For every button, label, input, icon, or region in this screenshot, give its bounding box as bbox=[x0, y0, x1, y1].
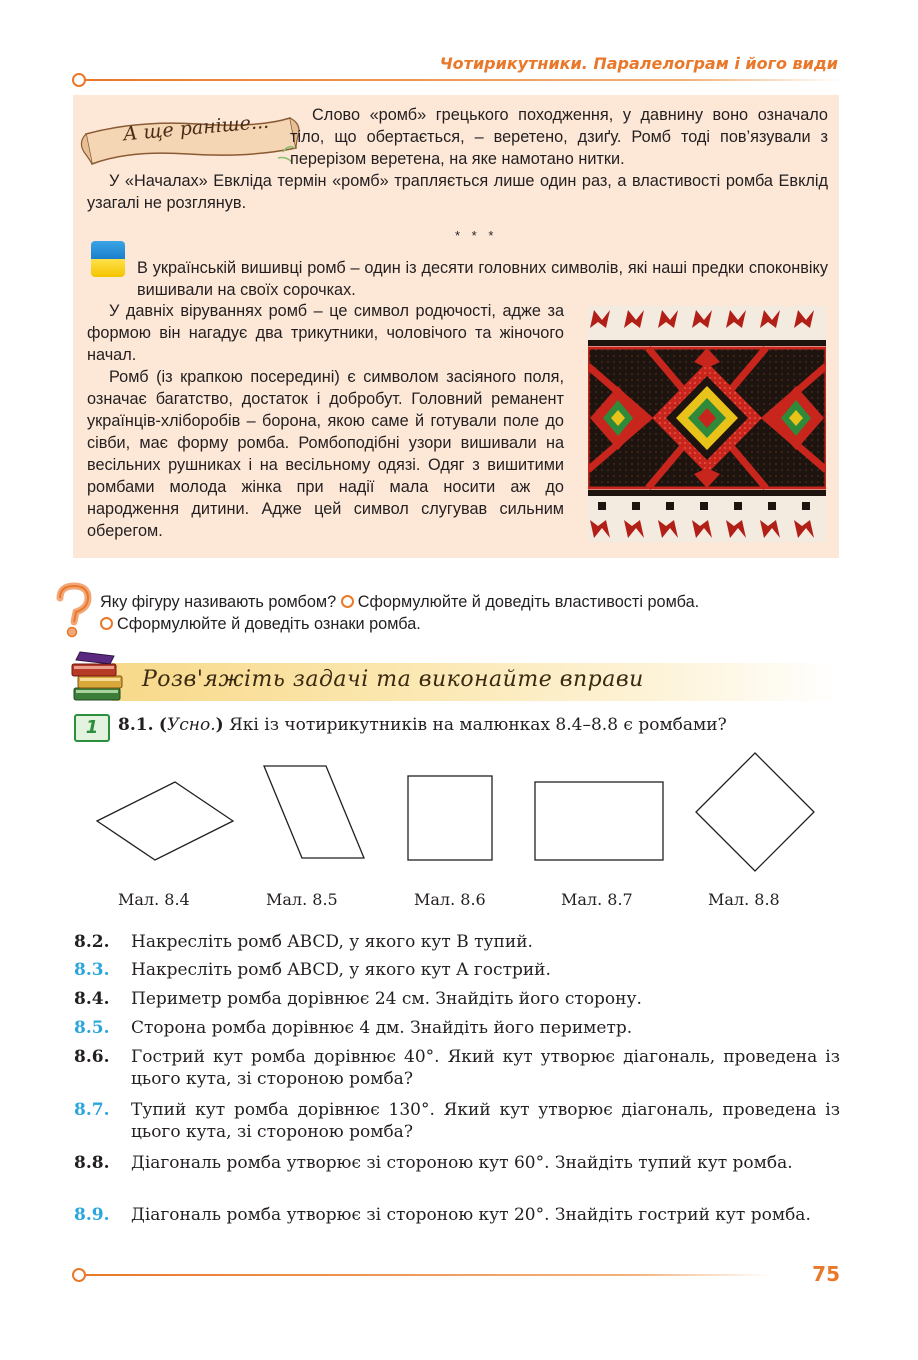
oral-label: Усно. bbox=[166, 715, 216, 735]
question-1: Яку фігуру називають ромбом? bbox=[100, 593, 337, 611]
task-8-5 bbox=[74, 1017, 840, 1039]
history-para-2: У «Началах» Евкліда термін «ромб» трапляється лише один раз, а властивості ромба Евклід узагалі не розглянув. bbox=[87, 172, 828, 212]
history-para-4: У давніх віруваннях ромб – це символ родючості, адже за формою він нагадує два трикутники, чоловічого та жіночого начал. bbox=[87, 302, 564, 364]
task-text: Сторона ромба дорівнює 4 дм. Знайдіть його периметр. bbox=[131, 1018, 633, 1038]
history-para-1: Слово «ромб» грецького походження, у давнину воно означало тіло, що обертається, – веретено, дзиґу. Ромб тоді пов’язували з перерізом веретена, на яке намотано нитки. bbox=[290, 106, 828, 168]
task-8-2 bbox=[74, 931, 840, 953]
level-badge: 1 bbox=[74, 714, 110, 742]
task-text: Накресліть ромб ABCD, у якого кут B тупий. bbox=[131, 932, 533, 952]
task-8-3 bbox=[74, 959, 840, 981]
caption-8-4: Мал. 8.4 bbox=[118, 890, 190, 909]
task-text: Периметр ромба дорівнює 24 см. Знайдіть його сторону. bbox=[131, 989, 642, 1009]
task-number: 8.2. bbox=[74, 932, 110, 952]
scroll-label: А ще раніше... bbox=[122, 110, 270, 146]
books-icon bbox=[70, 650, 126, 704]
section-separator: * * * bbox=[455, 228, 498, 243]
task-8-8 bbox=[74, 1152, 840, 1174]
task-number: 8.6. bbox=[74, 1047, 110, 1067]
task-number: 8.9. bbox=[74, 1205, 110, 1225]
question-2: Сформулюйте й доведіть властивості ромба. bbox=[357, 593, 700, 611]
problem-text: Які із чотирикутників на малюнках 8.4–8.8 є ромбами? bbox=[229, 715, 727, 735]
task-text: Тупий кут ромба дорівнює 130°. Який кут утворює діагональ, проведена із цього кута, зі стороною ромба? bbox=[131, 1100, 840, 1142]
questions-block bbox=[100, 591, 840, 635]
task-number: 8.5. bbox=[74, 1018, 110, 1038]
question-mark-icon bbox=[52, 582, 96, 638]
caption-8-5: Мал. 8.5 bbox=[266, 890, 338, 909]
task-8-4 bbox=[74, 988, 840, 1010]
figure-8-8 bbox=[694, 751, 816, 873]
task-text: Накресліть ромб ABCD, у якого кут A гострий. bbox=[131, 960, 551, 980]
rule-line bbox=[84, 1274, 772, 1276]
task-text: Діагональ ромба утворює зі стороною кут 60°. Знайдіть тупий кут ромба. bbox=[131, 1153, 793, 1173]
ukraine-flag-icon bbox=[91, 241, 125, 277]
history-para-5: Ромб (із крапкою посередині) є символом засіяного поля, означає багатство, достаток і добробут. Головний реманент українців-хліборобів – борона, якою саме й готували поле до сівби, має форму ромба. Ромбоподібні узори вишивали на весільних рушниках і на весільному одязі. Одяг з вишитими ромбами молода жінка при надії мала носити аж до народження дитини. Адже цей символ слугував сильним оберегом. bbox=[87, 368, 564, 540]
task-8-6 bbox=[74, 1046, 840, 1090]
problem-number: 8.1. bbox=[118, 715, 154, 735]
task-number: 8.8. bbox=[74, 1153, 110, 1173]
embroidery-image bbox=[588, 306, 826, 542]
task-number: 8.4. bbox=[74, 989, 110, 1009]
task-text: Діагональ ромба утворює зі стороною кут 20°. Знайдіть гострий кут ромба. bbox=[131, 1205, 811, 1225]
task-8-9 bbox=[74, 1204, 840, 1226]
bottom-rule bbox=[72, 1268, 772, 1282]
exercises-banner-title: Розв'яжіть задачі та виконайте вправи bbox=[142, 667, 644, 692]
task-text: Гострий кут ромба дорівнює 40°. Який кут утворює діагональ, проведена із цього кута, зі стороною ромба? bbox=[131, 1047, 840, 1089]
caption-8-6: Мал. 8.6 bbox=[414, 890, 486, 909]
task-8-7 bbox=[74, 1099, 840, 1143]
caption-8-7: Мал. 8.7 bbox=[561, 890, 633, 909]
question-3: Сформулюйте й доведіть ознаки ромба. bbox=[117, 615, 421, 633]
task-number: 8.3. bbox=[74, 960, 110, 980]
problem-8-1: 8.1. (Усно.) Які із чотирикутників на малюнках 8.4–8.8 є ромбами? bbox=[118, 715, 727, 735]
top-rule bbox=[72, 73, 842, 87]
history-para-3: В українській вишивці ромб – один із десяти головних символів, які наші предки споконвіку вишивали на своїх сорочках. bbox=[137, 259, 828, 299]
running-head: Чотирикутники. Паралелограм і його види bbox=[439, 54, 838, 73]
orange-circle-icon bbox=[100, 617, 113, 630]
orange-circle-icon bbox=[341, 595, 354, 608]
task-number: 8.7. bbox=[74, 1100, 110, 1120]
figure-8-6 bbox=[406, 774, 494, 862]
page-number: 75 bbox=[812, 1262, 840, 1286]
figure-8-5 bbox=[262, 764, 366, 862]
caption-8-8: Мал. 8.8 bbox=[708, 890, 780, 909]
figure-8-4 bbox=[95, 778, 235, 864]
rule-line bbox=[84, 79, 842, 81]
figure-8-7 bbox=[533, 780, 665, 862]
